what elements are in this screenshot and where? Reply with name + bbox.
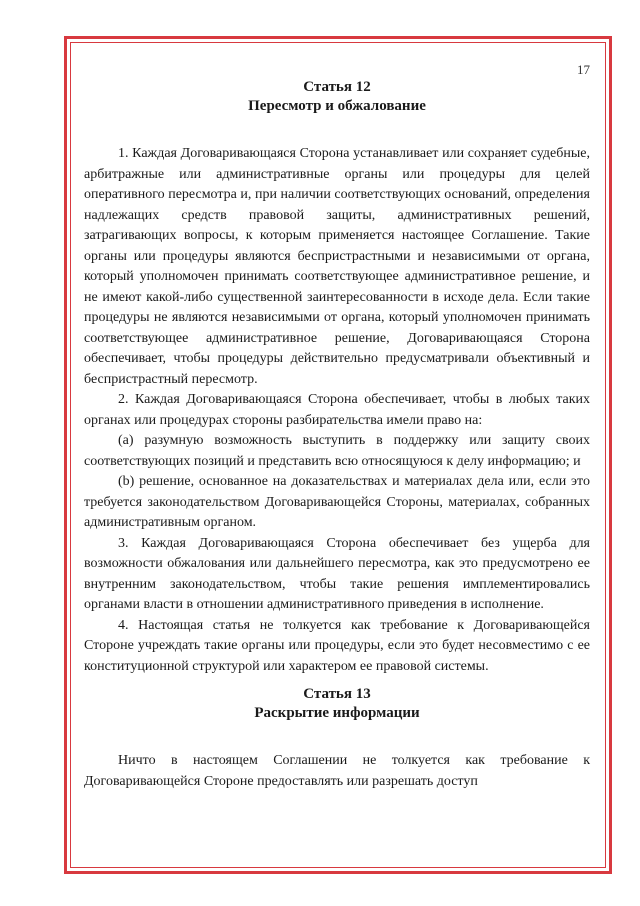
article-13-title: Статья 13 [303, 686, 371, 702]
article-12-title: Статья 12 [303, 79, 371, 95]
article-12-item-a: (a) разумную возможность выступить в поддержку или защиту своих соответствующих позиций и представить всю относящуюся к делу информацию; и [84, 433, 590, 469]
article-12-paragraph-2: 2. Каждая Договаривающаяся Сторона обеспечивает, чтобы в любых таких органах или процедурах стороны разбирательства имели право на: [84, 392, 590, 428]
article-13-subtitle: Раскрытие информации [254, 705, 420, 721]
article-12-paragraph-1: 1. Каждая Договаривающаяся Сторона устанавливает или сохраняет судебные, арбитражные или административные органы или процедуры для целей оперативного пересмотра и, при наличии соответствующих оснований, определения надлежащих средств правовой защиты, административных решений, затрагивающих вопросы, к которым применяется настоящее Соглашение. Такие органы или процедуры являются беспристрастными и независимыми от органа, который уполномочен принимать соответствующее административное решение, и не имеют какой-либо существенной заинтересованности в исходе дела. Если такие процедуры не являются независимыми от органа, который уполномочен принимать соответствующее административное решение, Договаривающаяся Сторона обеспечивает, чтобы процедуры действительно предусматривали объективный и беспристрастный пересмотр. [84, 146, 590, 387]
article-12-paragraph-4: 4. Настоящая статья не толкуется как требование к Договаривающейся Стороне учреждать такие органы или процедуры, если это будет несовместимо с ее конституционной структурой или характером ее правовой системы. [84, 617, 590, 674]
page-number: 17 [577, 62, 590, 77]
article-12-item-b: (b) решение, основанное на доказательствах и материалах дела или, если это требуется законодательством Договаривающейся Стороны, материалах, собранных административным органом. [84, 474, 590, 530]
article-12-paragraph-3: 3. Каждая Договаривающаяся Сторона обеспечивает без ущерба для возможности обжалования или дальнейшего пересмотра, как это предусмотрено ее внутренним законодательством, чтобы такие решения имплементировались органами власти в отношении административного приведения в исполнение. [84, 535, 590, 612]
article-12-subtitle: Пересмотр и обжалование [248, 98, 426, 114]
page-content [84, 78, 590, 792]
article-13-paragraph-1: Ничто в настоящем Соглашении не толкуется как требование к Договаривающейся Стороне предоставлять или разрешать доступ [84, 753, 590, 789]
